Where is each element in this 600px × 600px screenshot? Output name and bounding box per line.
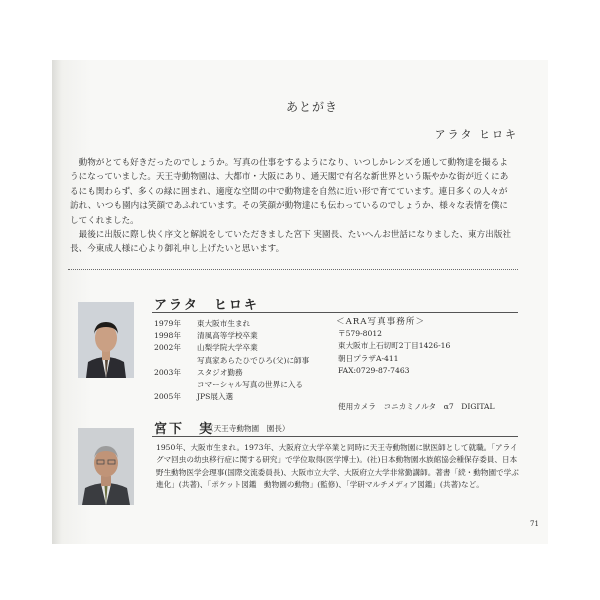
career-text: 山梨学院大学卒業: [197, 343, 258, 353]
career-text: JPS展入選: [197, 392, 234, 402]
office-info: [338, 316, 495, 413]
profile-name: 宮下 実: [154, 422, 215, 437]
career-year: 2002年: [154, 343, 181, 353]
office-postal: 〒579-8012: [338, 329, 382, 339]
career-text: 東大阪市生まれ: [197, 319, 251, 328]
career-text: スタジオ勤務: [197, 367, 243, 377]
portrait-photo: [78, 302, 134, 378]
afterword-text: [70, 156, 516, 257]
career-year: 2005年: [154, 392, 181, 402]
book-page: [52, 60, 548, 544]
career-row: [154, 367, 309, 379]
career-year: [154, 355, 197, 367]
profile-subtitle: （天王寺動物園 園長）: [206, 424, 290, 433]
office-fax: FAX:0729-87-7463: [338, 365, 410, 375]
career-row: [154, 391, 309, 403]
career-year: 2003年: [154, 367, 181, 377]
career-row: [154, 318, 309, 330]
career-row: [154, 330, 309, 342]
profile-name: アラタ ヒロキ: [154, 298, 259, 313]
office-address: 東大阪市上石切町2丁目1426-16: [338, 341, 451, 351]
career-text: 写真家あらたひでひろ(父)に師事: [197, 355, 310, 365]
career-year: [154, 379, 197, 391]
afterword-paragraph: 最後に出版に際し快く序文と解説をしていただきました宮下 実園長、たいへんお世話になりました、東方出版社長、今東成人様に心より御礼申し上げたいと思います。: [70, 230, 512, 255]
afterword-paragraph: 動物がとても好きだったのでしょうか。写真の仕事をするようになり、いつしかレンズを通して動物達を撮るようになっていました。天王寺動物園は、大都市・大阪にあり、通天閣で有名な新世界という賑やかな街が近くにあるにも関わらず、多くの緑に囲まれ、適度な空間の中で動物達を自然に近い形で育てています。連日多くの人々が訪れ、いつも園内は笑顔であふれています。その笑顔が動物達にも伝わっているのでしょうか、様々な表情を僕にしてくれました。: [70, 158, 509, 226]
page-title: あとがき: [286, 100, 339, 114]
career-year: 1998年: [154, 331, 181, 341]
career-text: 清風高等学校卒業: [197, 331, 258, 341]
career-text: コマーシャル写真の世界に入る: [197, 380, 304, 390]
career-year: 1979年: [154, 319, 181, 328]
profile-rule: [152, 312, 518, 313]
career-list: [154, 318, 309, 403]
page-number: 71: [530, 520, 539, 528]
career-row: [154, 379, 309, 391]
office-building: 朝日プラザA-411: [338, 353, 399, 363]
camera-info: 使用カメラ コニカミノルタ α7 DIGITAL: [338, 402, 495, 412]
author-name: アラタ ヒロキ: [434, 128, 518, 141]
office-heading: ＜ARA写真事務所＞: [336, 317, 426, 327]
career-row: [154, 342, 309, 354]
profile-rule: [152, 436, 518, 437]
profile-bio: 1950年、大阪市生まれ。1973年、大阪府立大学卒業と同時に天王寺動物園に獣医師として就職。「アライグマ回虫の幼虫移行症に関する研究」で学位取得(医学博士)。(社)日本動物園水族館協会種保存委員、日本野生動物医学会理事(国際交流委員長)、大阪市立大学、大阪府立大学非常勤講師。著書「続・動物園で学ぶ進化」(共著)、「ポケット図鑑 動物園の動物」(監修)、「学研マルチメディア図鑑」(共著)など。: [156, 443, 519, 490]
portrait-photo: [78, 428, 134, 505]
career-row: [154, 355, 309, 367]
dotted-divider: [68, 269, 518, 270]
